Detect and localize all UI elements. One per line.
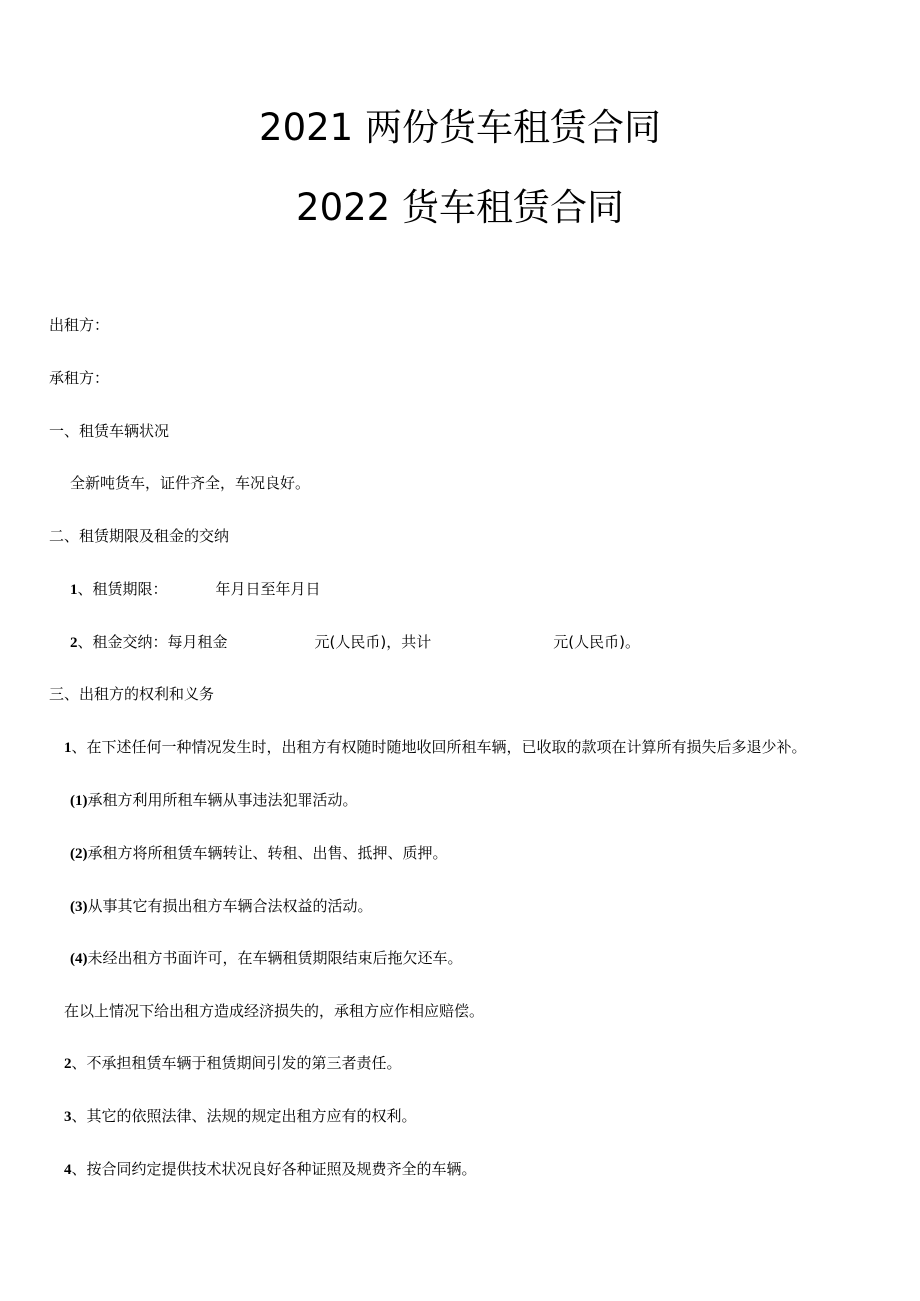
compensation-clause: 在以上情况下给出租方造成经济损失的，承租方应作相应赔偿。 [64, 1002, 485, 1020]
lessee-label: 承租方： [49, 369, 110, 387]
sub-clause-1 [70, 789, 358, 812]
sub-clause-4-text: 未经出租方书面许可，在车辆租赁期限结束后拖欠还车。 [87, 949, 463, 967]
sub-clause-3-text: 从事其它有损出租方车辆合法权益的活动。 [87, 897, 373, 915]
rent-payment-line [70, 631, 640, 654]
item-number: 2 [70, 635, 78, 651]
section-1-heading: 一、租赁车辆状况 [49, 422, 170, 440]
item-number: 2 [64, 1056, 72, 1072]
sub-clause-1-text: 承租方利用所租车辆从事违法犯罪活动。 [87, 791, 358, 809]
rent-payment-label: 、租金交纳：每月租金 [77, 633, 228, 651]
document-title: 2021 两份货车租赁合同 [259, 106, 661, 149]
section-2-heading: 二、租赁期限及租金的交纳 [49, 527, 230, 545]
section-3-heading: 三、出租方的权利和义务 [49, 685, 215, 703]
sub-number: (1) [70, 793, 88, 809]
lease-term-line [70, 578, 321, 601]
sub-clause-4 [70, 947, 463, 970]
sub-number: (4) [70, 951, 88, 967]
item-number: 3 [64, 1109, 72, 1125]
sub-clause-2-text: 承租方将所租赁车辆转让、转租、出售、抵押、质押。 [87, 844, 448, 862]
clause-2 [64, 1052, 402, 1075]
sub-number: (3) [70, 899, 88, 915]
sub-clause-3 [70, 895, 373, 918]
lessor-label: 出租方： [49, 316, 110, 334]
item-number: 1 [70, 582, 78, 598]
item-number: 4 [64, 1162, 72, 1178]
section-1-body: 全新吨货车，证件齐全，车况良好。 [70, 474, 311, 492]
clause-3-text: 、其它的依照法律、法规的规定出租方应有的权利。 [71, 1107, 417, 1125]
lease-term-label: 、租赁期限： [77, 580, 168, 598]
clause-4-text: 、按合同约定提供技术状况良好各种证照及规费齐全的车辆。 [71, 1160, 477, 1178]
sub-clause-2 [70, 842, 448, 865]
clause-4 [64, 1158, 477, 1181]
clause-2-text: 、不承担租赁车辆于租赁期间引发的第三者责任。 [71, 1054, 402, 1072]
lease-term-value: 年月日至年月日 [215, 580, 321, 598]
sub-number: (2) [70, 846, 88, 862]
clause-1-text: 、在下述任何一种情况发生时，出租方有权随时随地收回所租车辆，已收取的款项在计算所有损失后多退少补。 [71, 738, 807, 756]
clause-3 [64, 1105, 417, 1128]
clause-1 [64, 736, 807, 759]
rent-payment-mid: 元(人民币)，共计 [314, 633, 432, 651]
document-subtitle: 2022 货车租赁合同 [296, 186, 624, 229]
item-number: 1 [64, 740, 72, 756]
rent-payment-end: 元(人民币)。 [553, 633, 640, 651]
